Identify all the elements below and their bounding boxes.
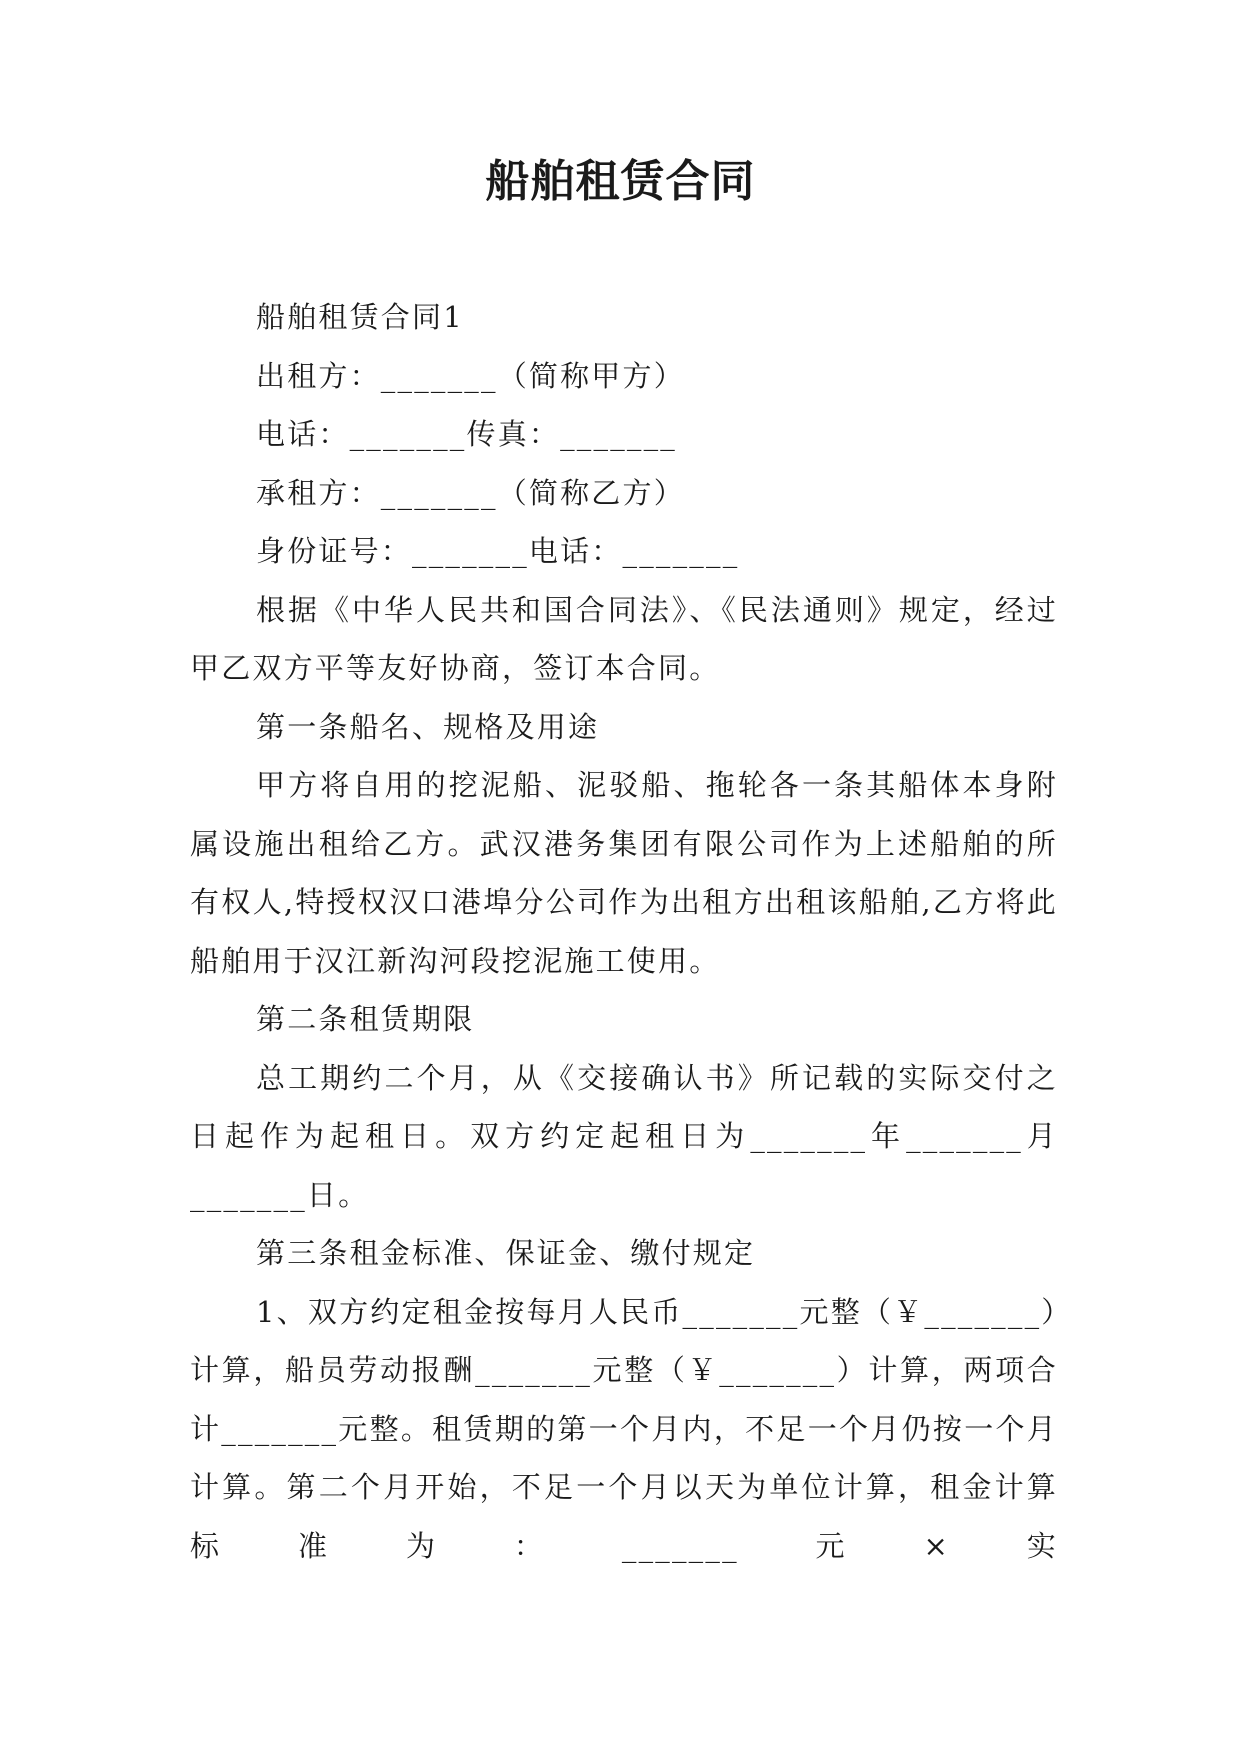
document-title: 船舶租赁合同 bbox=[485, 156, 756, 207]
paragraph-lessee-contact: 身份证号：_______电话：_______ bbox=[256, 534, 740, 568]
article-2-body: 总工期约二个月，从《交接确认书》所记载的实际交付之日起作为起租日。双方约定起租日为_______年_______月_______日。 bbox=[190, 1060, 1058, 1212]
document-body bbox=[190, 288, 1058, 1575]
article-1-body: 甲方将自用的挖泥船、泥驳船、拖轮各一条其船体本身附属设施出租给乙方。武汉港务集团有限公司作为上述船舶的所有权人,特授权汉口港埠分公司作为出租方出租该船舶,乙方将此船舶用于汉江新沟河段挖泥施工使用。 bbox=[190, 768, 1058, 978]
article-3-clause-1: 1、双方约定租金按每月人民币_______元整（￥_______）计算，船员劳动报酬_______元整（￥_______）计算，两项合计_______元整。租赁期的第一个月内，不足一个月仍按一个月计算。第二个月开始，不足一个月以天为单位计算，租金计算标准为：_______元×实 bbox=[190, 1294, 1058, 1563]
paragraph-lessor-contact: 电话：_______传真：_______ bbox=[256, 417, 678, 451]
paragraph-preamble: 根据《中华人民共和国合同法》、《民法通则》规定，经过甲乙双方平等友好协商，签订本合同。 bbox=[190, 592, 1058, 685]
article-3-heading: 第三条租金标准、保证金、缴付规定 bbox=[256, 1236, 756, 1270]
paragraph-contract-heading: 船舶租赁合同1 bbox=[256, 300, 464, 334]
paragraph-lessee: 承租方：_______（简称乙方） bbox=[256, 475, 685, 510]
article-1-heading: 第一条船名、规格及用途 bbox=[256, 709, 600, 744]
paragraph-lessor: 出租方：_______（简称甲方） bbox=[256, 358, 685, 393]
article-2-heading: 第二条租赁期限 bbox=[256, 1002, 475, 1036]
